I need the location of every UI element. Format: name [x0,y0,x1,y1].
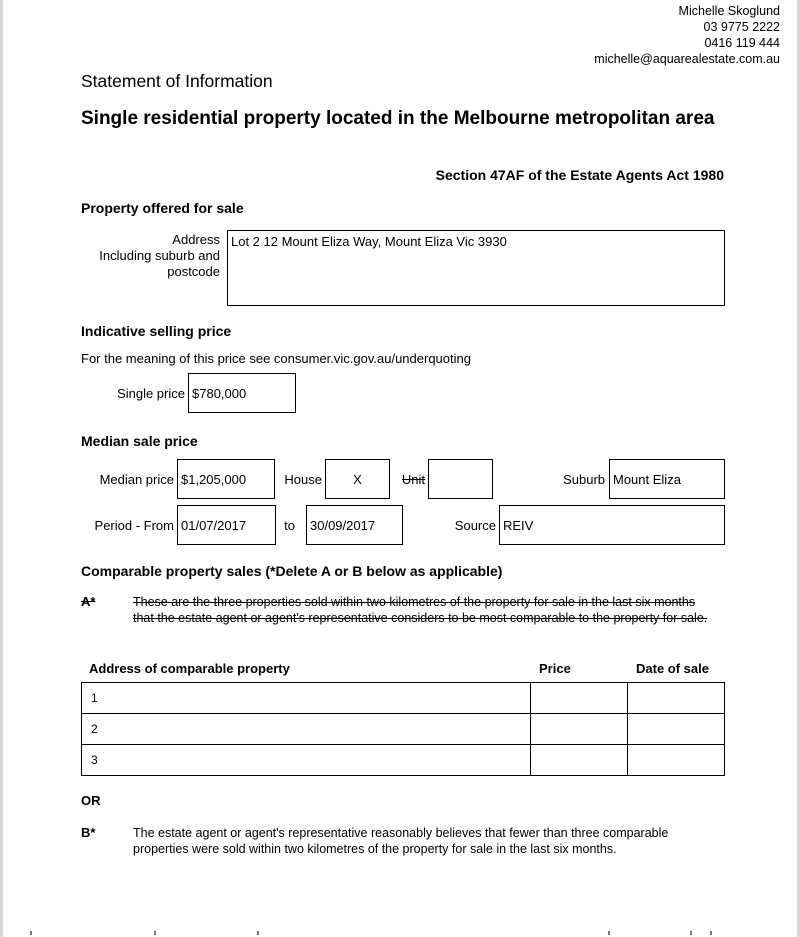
statement-title: Statement of Information [81,71,273,91]
row-date-cell[interactable] [628,745,725,776]
table-row [82,714,725,745]
median-price-label: Median price [99,472,174,487]
property-heading: Property offered for sale [81,200,244,216]
section-reference: Section 47AF of the Estate Agents Act 1980 [435,167,724,183]
agent-phone-office: 03 9775 2222 [703,20,780,34]
indicative-heading: Indicative selling price [81,323,232,339]
row-price-cell[interactable] [531,745,628,776]
row-address-cell[interactable]: 1 [82,683,531,714]
agent-name: Michelle Skoglund [678,4,780,18]
option-b-label: B* [81,825,96,840]
single-price-field[interactable]: $780,000 [188,373,296,413]
agent-phone-mobile: 0416 119 444 [704,36,780,50]
house-label: House [284,472,322,487]
period-from-field[interactable]: 01/07/2017 [177,505,276,545]
period-to-field[interactable]: 30/09/2017 [306,505,403,545]
option-a-label: A* [81,594,96,609]
unit-label: Unit [401,472,425,487]
house-field[interactable]: X [325,459,390,499]
main-title: Single residential property located in the Melbourne metropolitan area [81,108,715,129]
col-date-header: Date of sale [636,661,709,676]
col-address-header: Address of comparable property [89,661,290,676]
median-heading: Median sale price [81,433,198,449]
page-left-edge [0,0,3,937]
suburb-field[interactable]: Mount Eliza [609,459,725,499]
period-to-label: to [284,518,295,533]
row-price-cell[interactable] [531,683,628,714]
agent-contact-block [594,3,780,67]
address-label-line2: Including suburb and [99,248,220,263]
suburb-label: Suburb [563,472,605,487]
table-row [82,745,725,776]
source-field[interactable]: REIV [499,505,725,545]
address-field[interactable]: Lot 2 12 Mount Eliza Way, Mount Eliza Vic 3930 [227,230,725,306]
address-label-line3: postcode [167,264,220,279]
page-bottom-marks [0,931,800,937]
source-label: Source [454,518,496,533]
comparable-table [81,682,725,776]
address-label-line1: Address [172,232,220,247]
table-row [82,683,725,714]
option-b-text: The estate agent or agent's representative reasonably believes that fewer than three comparable properties were sold within two kilometres of the property for sale in the last six months. [133,826,669,856]
option-a-text: These are the three properties sold within two kilometres of the property for sale in the last six months that the estate agent or agent's representative considers to be most comparable to the property for sale. [133,595,708,625]
address-label [99,232,220,280]
underquoting-note: For the meaning of this price see consumer.vic.gov.au/underquoting [81,351,471,366]
col-price-header: Price [539,661,571,676]
row-address-cell[interactable]: 2 [82,714,531,745]
row-price-cell[interactable] [531,714,628,745]
comparable-heading: Comparable property sales (*Delete A or B below as applicable) [81,563,503,579]
agent-email[interactable]: michelle@aquarealestate.com.au [594,52,780,66]
median-price-field[interactable]: $1,205,000 [177,459,275,499]
unit-field[interactable] [428,459,493,499]
row-date-cell[interactable] [628,714,725,745]
row-address-cell[interactable]: 3 [82,745,531,776]
row-date-cell[interactable] [628,683,725,714]
or-separator: OR [81,793,101,808]
period-from-label: Period - From [94,518,174,533]
single-price-label: Single price [117,386,185,401]
